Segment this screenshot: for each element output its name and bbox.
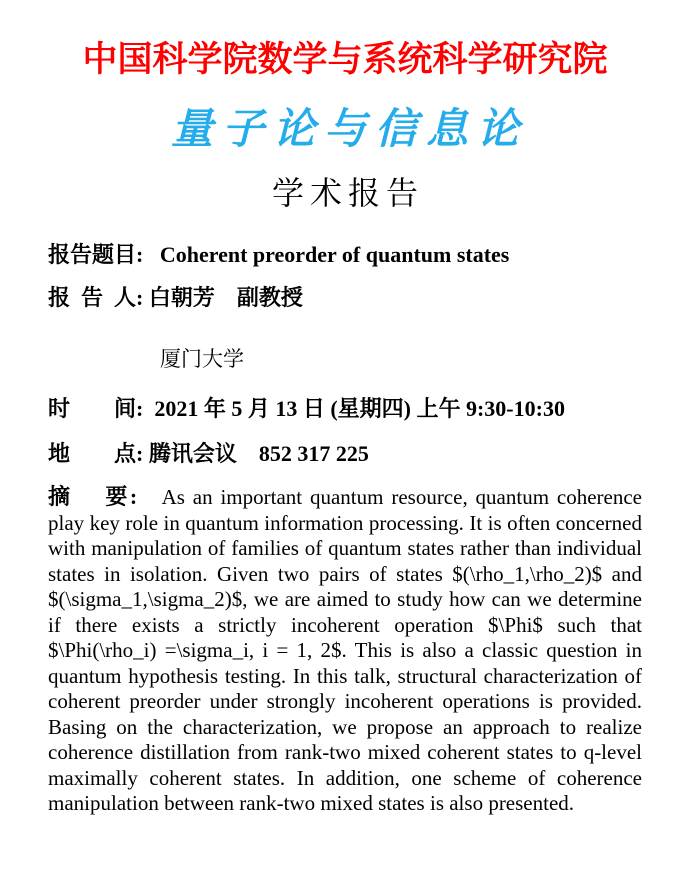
report-info-section [48, 242, 642, 467]
time-row [48, 396, 642, 422]
time-value: 2021 年 5 月 13 日 (星期四) 上午 9:30-10:30 [154, 396, 565, 421]
affiliation-value: 厦门大学 [160, 347, 244, 371]
report-title-label: 报告题目: [48, 242, 160, 267]
report-title-row [48, 242, 642, 268]
venue-label: 地 点: [48, 441, 149, 466]
speaker-label: 报 告 人: [48, 285, 149, 310]
institution-title: 中国科学院数学与系统科学研究院 [82, 40, 608, 79]
report-type-heading: 学术报告 [271, 175, 424, 211]
abstract-label: 摘 要: [48, 484, 162, 509]
venue-row [48, 441, 642, 467]
time-label: 时 间: [48, 396, 155, 421]
speaker-value: 白朝芳 副教授 [148, 285, 303, 310]
speaker-row [48, 285, 642, 311]
venue-value: 腾讯会议 852 317 225 [148, 441, 369, 466]
series-title: 量子论与信息论 [170, 104, 528, 153]
abstract-paragraph [48, 484, 642, 817]
abstract-text: As an important quantum resource, quantum coherence play key role in quantum information processing. It is often concerned with manipulation of families of quantum states rather than individual states in isolation. Given two pairs of states $(\rho_1,\rho_2)$ and $(\sigma_1,\sigma_2)$, we are aimed to study how can we determine if there exists a strictly incoherent operation $\Phi$ such that $\Phi(\rho_i) =\sigma_i, i = 1, 2$. This is also a classic question in quantum hypothesis testing. In this talk, structural characterization of coherent preorder under strongly incoherent operations is provided. Basing on the characterization, we propose an approach to realize coherence distillation from rank-two mixed coherent states to q-level maximally coherent states. In addition, one scheme of coherence manipulation between rank-two mixed states is also presented. [48, 485, 643, 815]
report-title-value: Coherent preorder of quantum states [159, 242, 510, 267]
affiliation-row [48, 346, 642, 372]
